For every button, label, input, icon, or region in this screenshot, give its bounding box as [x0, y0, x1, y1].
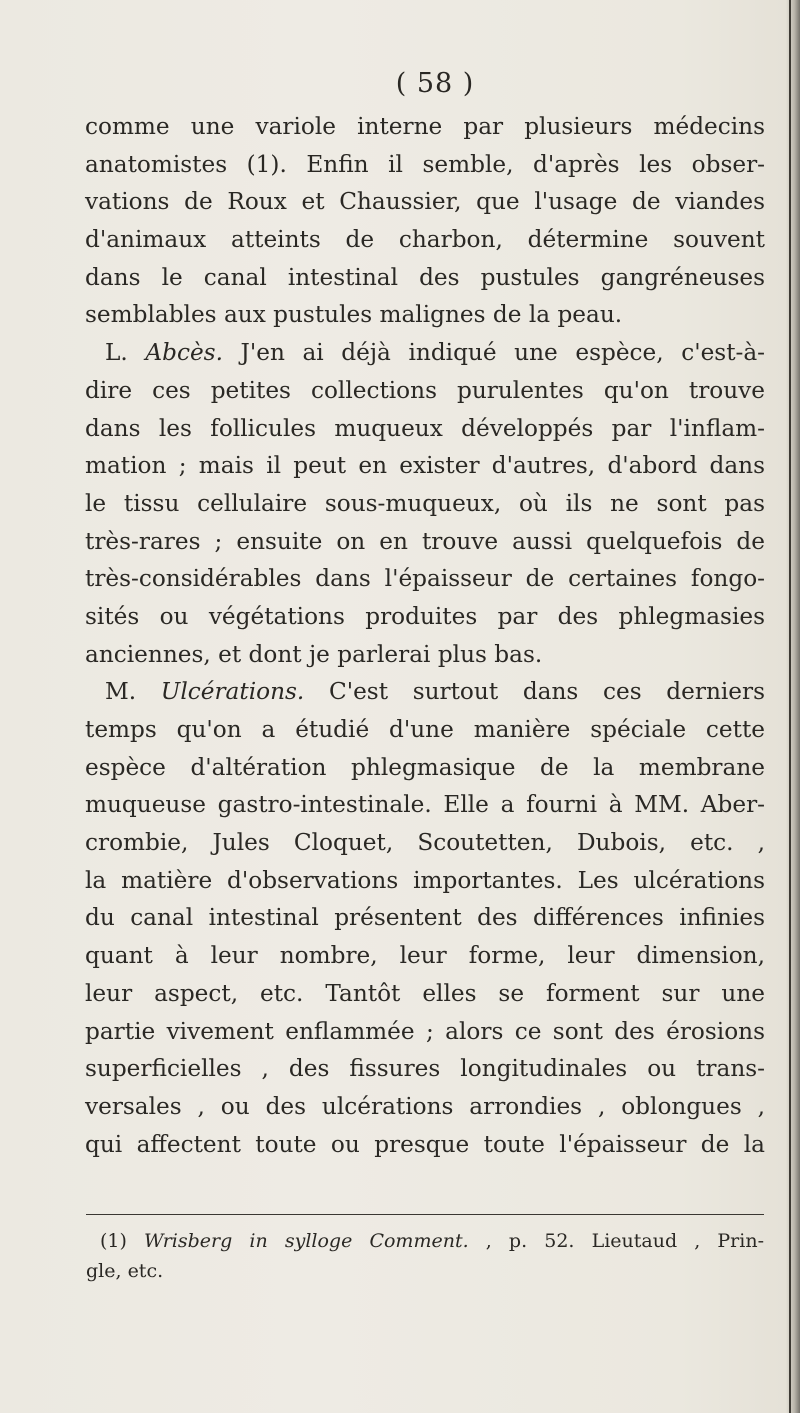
body-line — [85, 1013, 765, 1051]
body-text: espèce d'altération phlegmasique de la membrane — [85, 753, 765, 781]
body-text: sités ou végétations produites par des phlegmasies — [85, 602, 765, 630]
body-text: J'en ai déjà indiqué une espèce, c'est-à- — [222, 339, 766, 367]
body-italic-text: Abcès. — [145, 339, 223, 367]
body-line — [85, 824, 765, 862]
body-line — [85, 259, 765, 297]
body-line — [85, 183, 765, 221]
body-text: superficielles , des fissures longitudinales ou trans- — [85, 1055, 765, 1083]
body-text: C'est surtout dans ces derniers — [304, 678, 766, 706]
body-line — [85, 560, 765, 598]
footnote-text: gle, etc. — [86, 1260, 164, 1282]
body-italic-text: Ulcérations. — [160, 678, 305, 706]
body-text: M. — [105, 678, 161, 706]
body-line — [85, 673, 765, 711]
body-text: la matière d'observations importantes. Les ulcérations — [85, 866, 765, 894]
body-text: anatomistes (1). Enfin il semble, d'après les obser- — [85, 150, 765, 178]
footnote-text: (1) — [100, 1230, 145, 1252]
body-text: anciennes, et dont je parlerai plus bas. — [85, 640, 543, 668]
body-line — [85, 1050, 765, 1088]
body-line — [85, 410, 765, 448]
body-line — [85, 899, 765, 937]
body-line — [85, 636, 765, 674]
body-text: le tissu cellulaire sous-muqueux, où ils ne sont pas — [85, 489, 765, 517]
body-line — [85, 786, 765, 824]
body-text: quant à leur nombre, leur forme, leur dimension, — [85, 942, 765, 970]
body-text: versales , ou des ulcérations arrondies , oblongues , — [85, 1092, 765, 1120]
footnote — [86, 1226, 765, 1286]
body-line — [85, 711, 765, 749]
body-text: du canal intestinal présentent des différences infinies — [85, 904, 765, 932]
body-line — [85, 862, 765, 900]
body-text: partie vivement enflammée ; alors ce sont des érosions — [85, 1017, 765, 1045]
body-text: mation ; mais il peut en exister d'autres, d'abord dans — [85, 452, 765, 480]
body-line — [85, 598, 765, 636]
body-text: dans les follicules muqueux développés par l'inflam- — [85, 414, 765, 442]
body-text: très-rares ; ensuite on en trouve aussi quelquefois de — [85, 527, 765, 555]
body-text: qui affectent toute ou presque toute l'épaisseur de la — [85, 1130, 765, 1158]
page-edge-line — [789, 0, 791, 1413]
footnote-text: , p. 52. Lieutaud , Prin- — [468, 1230, 765, 1252]
body-line — [85, 447, 765, 485]
body-line — [85, 108, 765, 146]
body-text: L. — [105, 339, 146, 367]
body-line — [85, 296, 765, 334]
page-number: ( 58 ) — [395, 68, 475, 99]
body-line — [85, 334, 765, 372]
footnote-italic-text: Wrisberg in sylloge Comment. — [144, 1230, 469, 1252]
body-line — [85, 749, 765, 787]
body-line — [85, 1088, 765, 1126]
body-line — [85, 975, 765, 1013]
body-text — [85, 108, 765, 1163]
body-line — [85, 937, 765, 975]
body-line — [85, 485, 765, 523]
body-text: dire ces petites collections purulentes qu'on trouve — [85, 376, 765, 404]
body-text: temps qu'on a étudié d'une manière spéciale cette — [85, 716, 765, 743]
body-line — [85, 221, 765, 259]
footnote-rule — [86, 1214, 764, 1215]
footnote-line — [100, 1226, 764, 1256]
body-line — [85, 146, 765, 184]
body-text: semblables aux pustules malignes de la peau. — [85, 301, 623, 329]
footnote-line — [86, 1256, 764, 1286]
body-text: crombie, Jules Cloquet, Scoutetten, Dubois, etc. , — [85, 829, 765, 857]
body-text: d'animaux atteints de charbon, détermine souvent — [85, 226, 765, 254]
body-line — [85, 523, 765, 561]
body-text: muqueuse gastro-intestinale. Elle a fourni à MM. Aber- — [85, 791, 765, 819]
body-text: comme une variole interne par plusieurs médecins — [85, 113, 765, 140]
body-text: très-considérables dans l'épaisseur de certaines fongo- — [85, 565, 765, 593]
body-line — [85, 372, 765, 410]
body-text: vations de Roux et Chaussier, que l'usage de viandes — [85, 188, 765, 216]
body-line — [85, 1126, 765, 1164]
body-text: dans le canal intestinal des pustules gangréneuses — [85, 263, 765, 291]
body-text: leur aspect, etc. Tantôt elles se forment sur une — [85, 979, 765, 1007]
